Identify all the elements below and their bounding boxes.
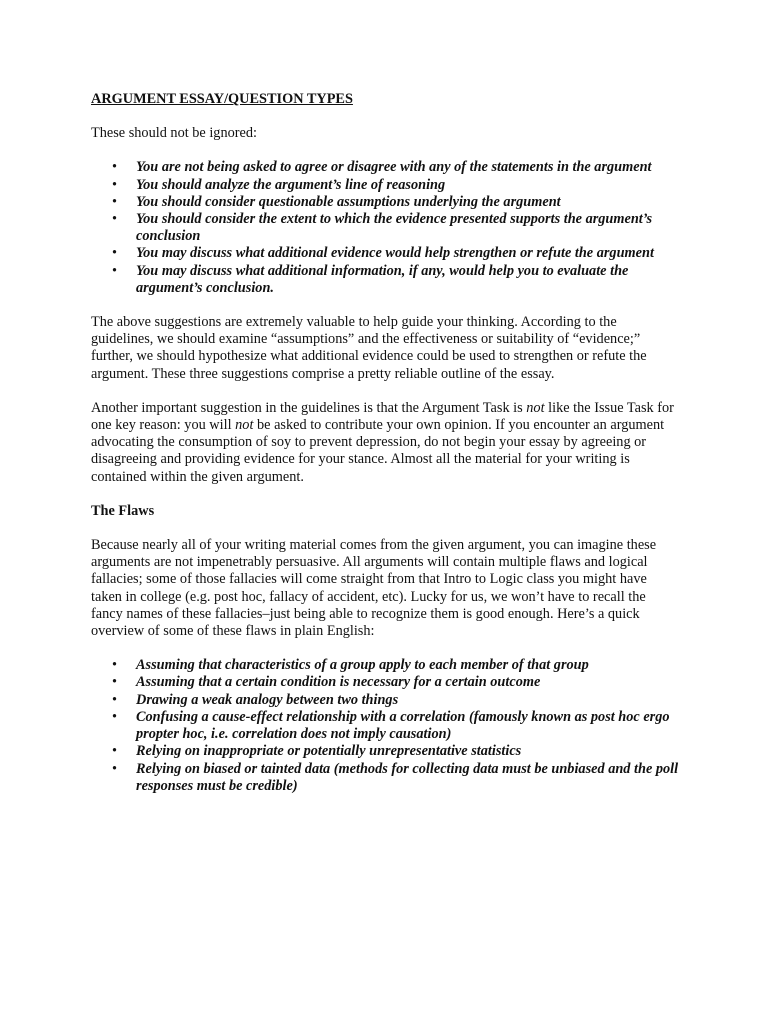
emphasis-not: not	[526, 399, 545, 416]
paragraph-argument-task: Another important suggestion in the guidelines is that the Argument Task is not like the Issue Task for one key reason: you will not be asked to contribute your own opinion. If you encounter an argument advocating the consumption of soy to prevent depression, do not begin your essay by agreeing or disagreeing and providing evidence for your stance. Almost all the material for your writing is contained within the given argument.	[91, 399, 674, 485]
list-item: • You should consider questionable assumptions underlying the argument	[112, 193, 561, 210]
list-item: • You may discuss what additional information, if any, would help you to evaluate the argument’s conclusion.	[112, 262, 629, 296]
paragraph-flaws-overview: Because nearly all of your writing material comes from the given argument, you can imagine these arguments are not impenetrably persuasive. All arguments will contain multiple flaws and logical fallacies; some of those fallacies will come straight from that Intro to Logic class you might have taken in college (e.g. post hoc, fallacy of accident, etc). Lucky for us, we won’t have to recall the fancy names of these fallacies–just being able to recognize them is good enough. Here’s a quick overview of some of these flaws in plain English:	[91, 537, 657, 640]
list-item: • Confusing a cause-effect relationship with a correlation (famously known as post hoc ergo propter hoc, i.e. correlation does not imply causation)	[112, 708, 670, 743]
list-item: • Assuming that characteristics of a group apply to each member of that group	[112, 657, 589, 674]
list-item: • Relying on inappropriate or potentially unrepresentative statistics	[112, 743, 522, 760]
list-item: • You should consider the extent to which the evidence presented supports the argument’s conclusion	[112, 211, 653, 245]
bullet-icon: •	[112, 743, 118, 760]
page-title: ARGUMENT ESSAY/QUESTION TYPES	[91, 91, 353, 107]
bullet-icon: •	[112, 211, 118, 228]
list-item: • You may discuss what additional evidence would help strengthen or refute the argument	[112, 245, 654, 262]
bullet-icon: •	[112, 176, 118, 193]
flaws-list	[91, 657, 691, 795]
emphasis-not: not	[235, 417, 254, 434]
list-item: • Relying on biased or tainted data (methods for collecting data must be unbiased and the poll responses must be credible)	[112, 760, 679, 794]
section-heading-flaws: The Flaws	[91, 502, 155, 519]
bullet-icon: •	[112, 245, 118, 262]
list-item: • Drawing a weak analogy between two things	[112, 691, 399, 708]
bullet-icon: •	[112, 159, 118, 176]
list-item: • You should analyze the argument’s line of reasoning	[112, 176, 446, 193]
suggestions-list	[91, 159, 691, 297]
paragraph-guidelines: The above suggestions are extremely valuable to help guide your thinking. According to the guidelines, we should examine “assumptions” and the effectiveness or suitability of “evidence;” further, we should hypothesize what additional evidence could be used to strengthen or refute the argument. These three suggestions comprise a pretty reliable outline of the essay.	[91, 314, 647, 382]
bullet-icon: •	[112, 262, 118, 279]
bullet-icon: •	[112, 657, 118, 674]
bullet-icon: •	[112, 708, 118, 725]
bullet-icon: •	[112, 193, 118, 210]
intro-text: These should not be ignored:	[91, 125, 257, 142]
bullet-icon: •	[112, 760, 118, 777]
list-item: • You are not being asked to agree or disagree with any of the statements in the argument	[112, 159, 652, 176]
document-content	[91, 91, 691, 795]
list-item: • Assuming that a certain condition is necessary for a certain outcome	[112, 674, 541, 691]
bullet-icon: •	[112, 691, 118, 708]
bullet-icon: •	[112, 674, 118, 691]
